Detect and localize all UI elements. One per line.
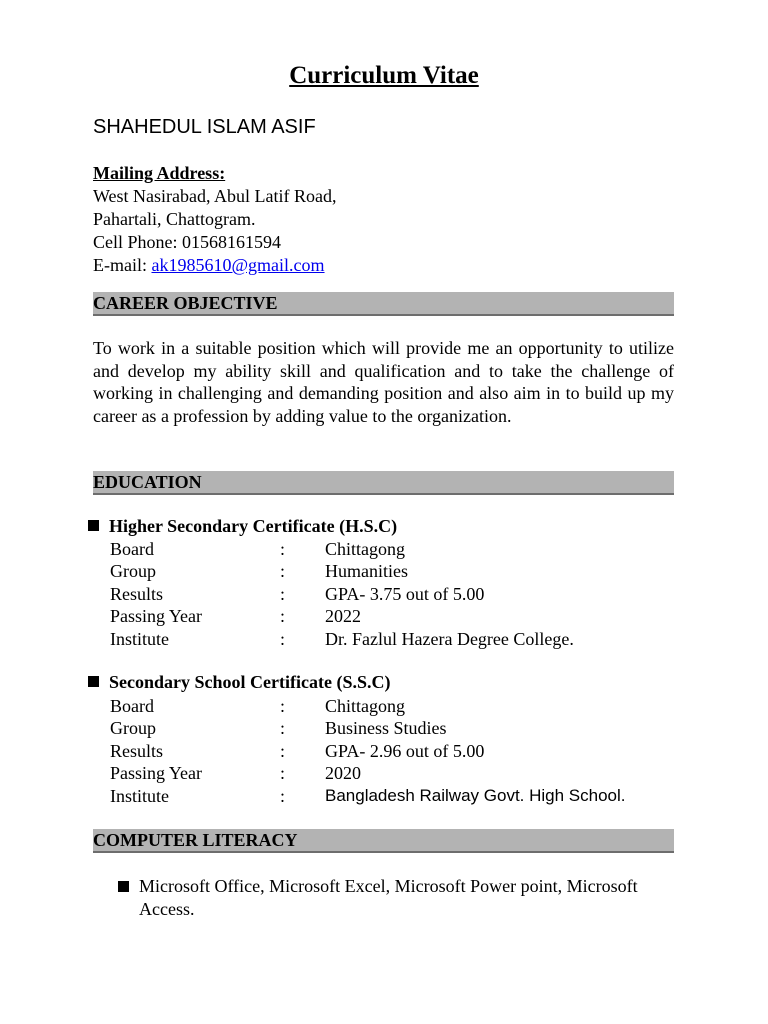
row-label: Results	[110, 740, 164, 761]
table-row	[110, 717, 670, 739]
row-value: Dr. Fazlul Hazera Degree College.	[325, 628, 574, 649]
email-link[interactable]: ak1985610@gmail.com	[151, 255, 325, 275]
section-heading: CAREER OBJECTIVE	[93, 293, 278, 313]
email-row	[93, 254, 337, 277]
row-colon: :	[280, 763, 286, 784]
table-row	[110, 740, 670, 762]
row-label: Institute	[110, 785, 169, 806]
row-label: Results	[110, 583, 164, 604]
hsc-title: Higher Secondary Certificate (H.S.C)	[109, 516, 398, 536]
section-education	[93, 471, 674, 495]
ssc-title: Secondary School Certificate (S.S.C)	[109, 672, 391, 692]
row-label: Board	[110, 696, 154, 716]
mailing-address-block	[93, 162, 337, 277]
address-line-2: Pahartali, Chattogram.	[93, 209, 256, 229]
row-colon: :	[280, 718, 286, 739]
section-heading: COMPUTER LITERACY	[93, 830, 298, 850]
section-career-objective	[93, 292, 674, 316]
row-label: Board	[110, 539, 154, 559]
row-colon: :	[280, 740, 286, 761]
row-value: Bangladesh Railway Govt. High School.	[325, 785, 626, 805]
page-title: Curriculum Vitae	[289, 62, 479, 89]
row-label: Institute	[110, 628, 169, 649]
table-row	[110, 538, 670, 560]
table-row	[110, 605, 670, 627]
row-value: Business Studies	[325, 718, 447, 739]
table-row	[110, 628, 670, 650]
hsc-details	[110, 538, 670, 650]
career-objective-text: To work in a suitable position which will provide me an opportunity to utilize and develop my ability skill and qualification and to take the challenge of working in challenging and demanding position and also aim in to build up my career as a profession by adding value to the organization.	[93, 338, 674, 426]
row-value: 2020	[325, 763, 361, 784]
table-row	[110, 785, 670, 807]
row-value: Humanities	[325, 561, 408, 582]
row-value: Chittagong	[325, 539, 405, 559]
applicant-name: SHAHEDUL ISLAM ASIF	[93, 116, 316, 138]
section-computer-literacy	[93, 829, 674, 853]
row-label: Passing Year	[110, 763, 203, 784]
table-row	[110, 583, 670, 605]
row-colon: :	[280, 561, 286, 582]
table-row	[110, 762, 670, 784]
cell-phone: Cell Phone: 01568161594	[93, 232, 281, 252]
row-label: Passing Year	[110, 606, 203, 627]
square-bullet-icon	[88, 676, 99, 687]
row-colon: :	[280, 696, 286, 716]
row-value: GPA- 2.96 out of 5.00	[325, 740, 485, 761]
ssc-heading	[88, 672, 390, 693]
table-row	[110, 695, 670, 717]
square-bullet-icon	[88, 520, 99, 531]
list-item	[118, 875, 658, 920]
row-value: GPA- 3.75 out of 5.00	[325, 583, 485, 604]
computer-skills-text: Microsoft Office, Microsoft Excel, Microsoft Power point, Microsoft Access.	[139, 876, 638, 919]
row-value: 2022	[325, 606, 361, 627]
row-colon: :	[280, 539, 286, 559]
row-colon: :	[280, 583, 286, 604]
hsc-heading	[88, 516, 397, 537]
row-colon: :	[280, 785, 286, 806]
table-row	[110, 560, 670, 582]
email-label: E-mail:	[93, 255, 152, 275]
section-heading: EDUCATION	[93, 472, 202, 492]
row-colon: :	[280, 628, 286, 649]
row-label: Group	[110, 561, 156, 582]
row-value: Chittagong	[325, 696, 405, 716]
ssc-details	[110, 695, 670, 807]
square-bullet-icon	[118, 881, 129, 892]
address-line-1: West Nasirabad, Abul Latif Road,	[93, 186, 337, 206]
row-label: Group	[110, 718, 156, 739]
row-colon: :	[280, 606, 286, 627]
mailing-address-heading: Mailing Address:	[93, 163, 226, 183]
